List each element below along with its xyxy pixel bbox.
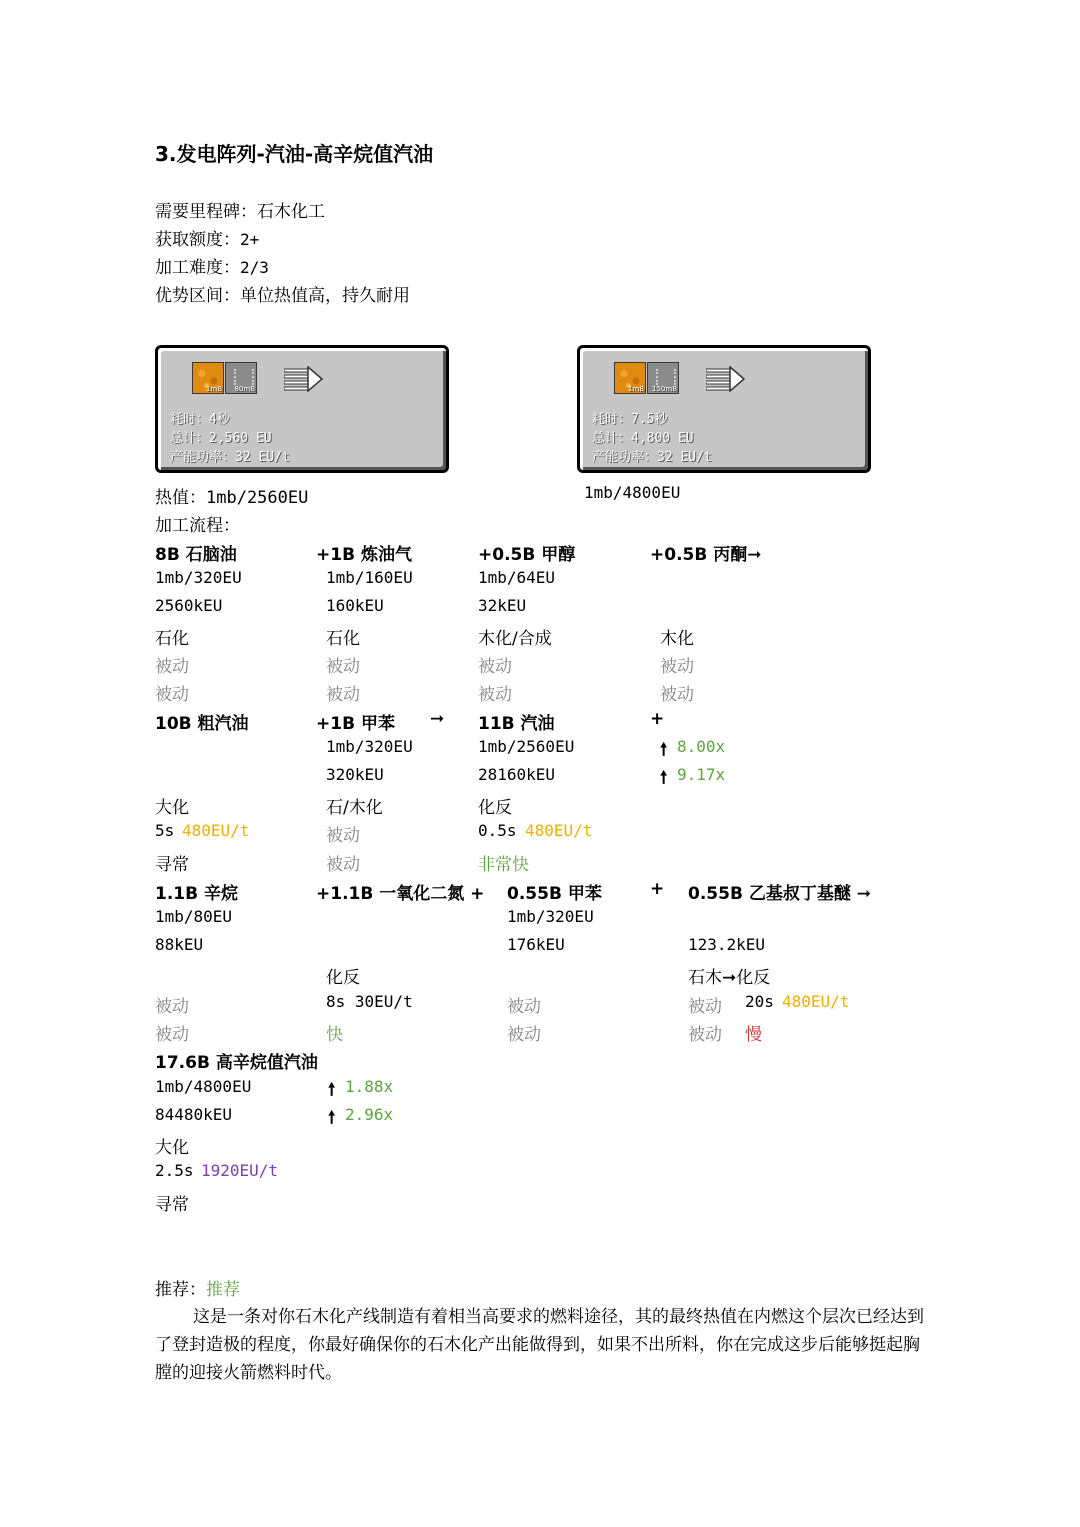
process-cell: 5s [155, 821, 175, 840]
process-cell: 大化 [155, 1138, 189, 1158]
process-cell: 32kEU [478, 596, 527, 615]
process-cell: 1mb/320EU [507, 907, 594, 926]
process-cell: 🠕 [328, 1108, 336, 1128]
process-cell: 被动 [326, 657, 360, 677]
process-cell: 1mb/4800EU [155, 1077, 252, 1096]
process-cell: ➞ [430, 709, 445, 729]
process-cell: 28160kEU [478, 765, 556, 784]
process-cell: 123.2kEU [688, 935, 766, 954]
process-cell: 非常快 [478, 855, 529, 875]
description-paragraph: 这是一条对你石木化产线制造有着相当高要求的燃料途径，其的最终热值在内燃这个层次已经达到了登封造极的程度，你最好确保你的石木化产出能做得到，如果不出所料，你在完成这步后能够挺起胸膛的迎接火箭燃料时代。 [155, 1307, 924, 1383]
process-cell: +0.5B 丙酮➞ [650, 545, 762, 565]
process-cell: 🠕 [660, 768, 668, 788]
process-cell: 8.00x [677, 737, 726, 756]
process-cell: 11B 汽油 [478, 714, 555, 734]
process-cell: 石化 [155, 629, 189, 649]
process-cell: 1mb/64EU [478, 568, 556, 587]
fuel-slot-gasoline[interactable]: 1mB [614, 362, 646, 394]
process-cell: 2.5s [155, 1161, 194, 1180]
process-cell: 480EU/t [525, 821, 593, 840]
process-cell: 84480kEU [155, 1105, 233, 1124]
process-cell: 大化 [155, 798, 189, 818]
process-cell: 480EU/t [182, 821, 250, 840]
process-cell: 被动 [507, 1025, 541, 1045]
panel-time: 耗时：4秒 [170, 412, 230, 427]
process-cell: 176kEU [507, 935, 565, 954]
process-cell: 20s [745, 992, 774, 1011]
process-label: 加工流程： [155, 516, 240, 536]
process-cell: 1mb/160EU [326, 568, 413, 587]
process-cell: 被动 [326, 685, 360, 705]
meta-milestone: 需要里程碑：石木化工 [155, 202, 325, 222]
process-cell: 1mb/80EU [155, 907, 233, 926]
page-title: 3.发电阵列-汽油-高辛烷值汽油 [155, 142, 434, 166]
process-cell: 被动 [326, 855, 360, 875]
generator-panel-2 [577, 345, 871, 473]
fuel-slot-gas[interactable]: 80mB [225, 362, 257, 394]
process-cell: 被动 [155, 1025, 189, 1045]
generator-panel-1 [155, 345, 449, 473]
process-cell: 慢 [745, 1025, 762, 1045]
panel-power: 产能功率：32 EU/t [170, 450, 290, 465]
process-cell: 1920EU/t [201, 1161, 279, 1180]
process-cell: +1.1B 一氧化二氮 + [316, 884, 485, 904]
process-cell: 1.1B 辛烷 [155, 884, 238, 904]
panel-total: 总计：2,560 EU [170, 431, 272, 446]
recommend-line: 推荐：推荐 [155, 1280, 240, 1300]
process-cell: 1.88x [345, 1077, 394, 1096]
process-cell: 0.55B 甲苯 [507, 884, 602, 904]
process-cell: 被动 [478, 657, 512, 677]
process-cell: 被动 [478, 685, 512, 705]
process-cell: +0.5B 甲醇 [478, 545, 576, 565]
process-arrow-icon [284, 366, 324, 392]
panel-power: 产能功率：32 EU/t [592, 450, 712, 465]
process-cell: 被动 [326, 826, 360, 846]
process-cell: 被动 [155, 685, 189, 705]
panel-time: 耗时：7.5秒 [592, 412, 668, 427]
process-cell: 1mb/320EU [326, 737, 413, 756]
panel-total: 总计：4,800 EU [592, 431, 694, 446]
heat-value: 热值：1mb/2560EU [155, 488, 309, 508]
meta-quota: 获取额度：2+ [155, 230, 260, 250]
process-cell: + [650, 709, 665, 729]
process-cell: 1mb/320EU [155, 568, 242, 587]
process-cell: 被动 [507, 997, 541, 1017]
process-cell: 2.96x [345, 1105, 394, 1124]
process-cell: 0.55B 乙基叔丁基醚 ➞ [688, 884, 871, 904]
fuel-slot-gas[interactable]: 150mB [647, 362, 679, 394]
meta-advantage: 优势区间：单位热值高，持久耐用 [155, 286, 410, 306]
process-cell: 被动 [688, 997, 722, 1017]
process-cell: 石/木化 [326, 798, 383, 818]
process-cell: 320kEU [326, 765, 384, 784]
process-cell: 石木➞化反 [688, 968, 771, 988]
process-cell: 被动 [660, 657, 694, 677]
process-cell: + [650, 879, 665, 899]
process-cell: 被动 [155, 657, 189, 677]
process-cell: 160kEU [326, 596, 384, 615]
process-cell: 🠕 [328, 1080, 336, 1100]
process-cell: 🠕 [660, 740, 668, 760]
process-cell: 被动 [660, 685, 694, 705]
process-cell: 寻常 [155, 855, 189, 875]
process-cell: 17.6B 高辛烷值汽油 [155, 1053, 318, 1073]
process-cell: +1B 炼油气 [316, 545, 412, 565]
recommend-value: 推荐 [206, 1280, 240, 1300]
heat-value-right: 1mb/4800EU [584, 483, 681, 502]
process-cell: +1B 甲苯 [316, 714, 395, 734]
process-cell: 化反 [326, 968, 360, 988]
process-cell: 2560kEU [155, 596, 223, 615]
process-cell: 石化 [326, 629, 360, 649]
process-cell: 480EU/t [782, 992, 850, 1011]
fuel-slot-gasoline[interactable]: 1mB [192, 362, 224, 394]
process-cell: 0.5s [478, 821, 517, 840]
process-cell: 9.17x [677, 765, 726, 784]
process-cell: 被动 [688, 1025, 722, 1045]
process-cell: 1mb/2560EU [478, 737, 575, 756]
process-cell: 寻常 [155, 1195, 189, 1215]
process-cell: 化反 [478, 798, 512, 818]
meta-difficulty: 加工难度：2/3 [155, 258, 269, 278]
process-cell: 8s 30EU/t [326, 992, 413, 1011]
process-cell: 10B 粗汽油 [155, 714, 249, 734]
process-cell: 被动 [155, 997, 189, 1017]
process-arrow-icon [706, 366, 746, 392]
process-cell: 木化/合成 [478, 629, 552, 649]
process-cell: 88kEU [155, 935, 204, 954]
process-cell: 8B 石脑油 [155, 545, 237, 565]
process-cell: 木化 [660, 629, 694, 649]
process-cell: 快 [326, 1025, 343, 1045]
